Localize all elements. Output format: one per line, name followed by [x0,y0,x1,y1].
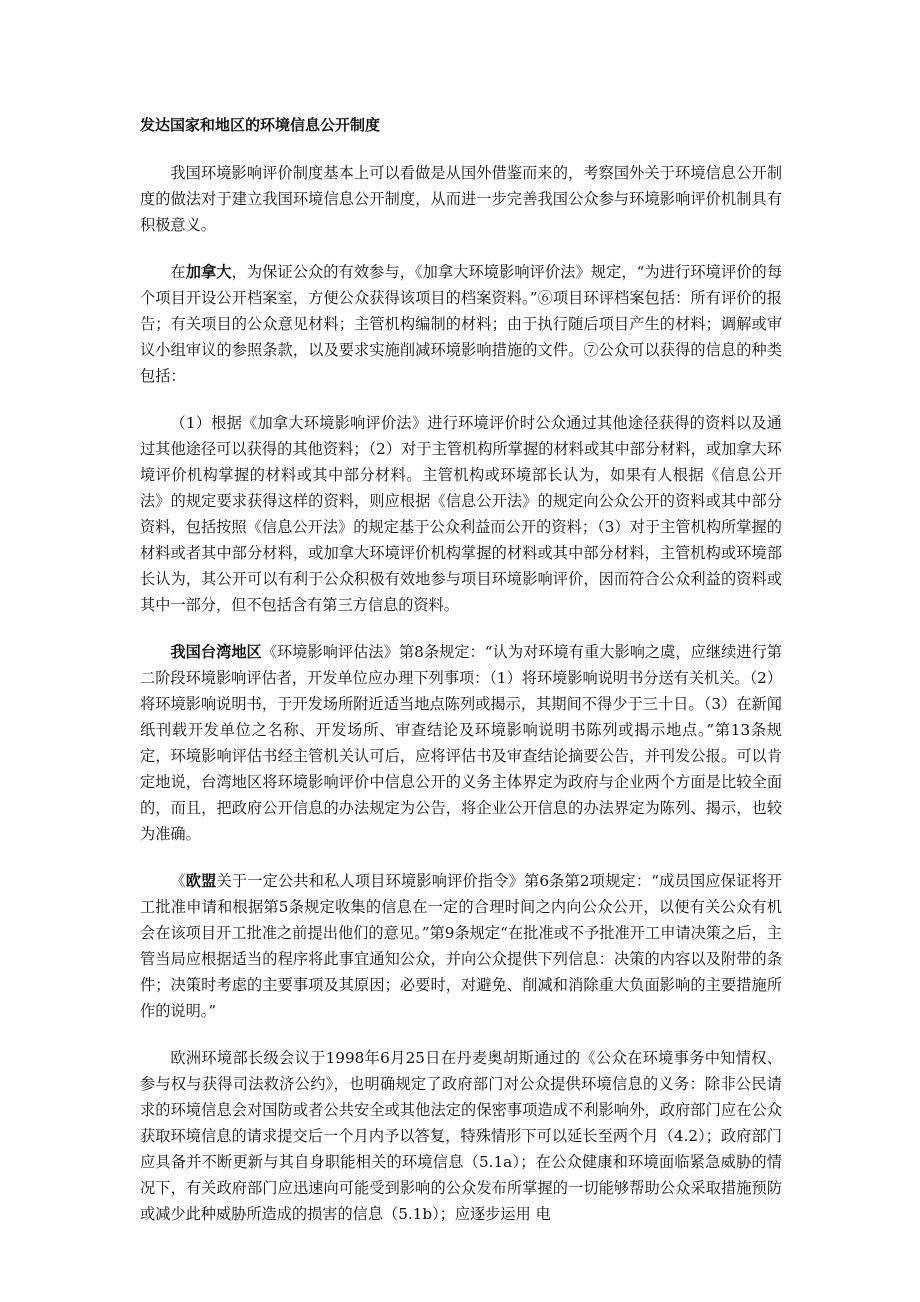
paragraph-text: 《环境影响评估法》第8条规定：“认为对环境有重大影响之虞，应继续进行第二阶段环境影响评估者，开发单位应办理下列事项：（1）将环境影响说明书分送有关机关。（2）将环境影响说明书，于开发场所附近适当地点陈列或揭示，其期间不得少于三十日。（3）在新闻纸刊载开发单位之名称、开发场所、审查结论及环境影响说明书陈列或揭示地点。”第13条规定，环境影响评估书经主管机关认可后，应将评估书及审查结论摘要公告，并刊发公报。可以肯定地说，台湾地区将环境影响评价中信息公开的义务主体界定为政府与企业两个方面是比较全面的，而且，把政府公开信息的办法规定为公告，将企业公开信息的办法界定为陈列、揭示，也较为准确。 [140,643,783,843]
document-page [140,112,782,1248]
paragraph-aarhus [140,1045,782,1227]
paragraph-eu [140,868,782,1024]
paragraph-canada [140,259,782,389]
paragraph-lead-bold: 我国台湾地区 [170,643,262,661]
paragraph-canada-list [140,410,782,618]
paragraph-text: 我国环境影响评价制度基本上可以看做是从国外借鉴而来的，考察国外关于环境信息公开制度的做法对于建立我国环境信息公开制度，从而进一步完善我国公众参与环境影响评价机制具有积极意义。 [140,164,782,234]
paragraph-intro [140,160,782,238]
paragraph-lead-bold: 加拿大 [185,263,232,281]
paragraph-text: 欧洲环境部长级会议于1998年6月25日在丹麦奥胡斯通过的《公众在环境事务中知情权、参与权与获得司法救济公约》，也明确规定了政府部门对公众提供环境信息的义务：除非公民请求的环境信息会对国防或者公共安全或其他法定的保密事项造成不利影响外，政府部门应在公众获取环境信息的请求提交后一个月内予以答复，特殊情形下可以延长至两个月（4.2）；政府部门应具备并不断更新与其自身职能相关的环境信息（5.1a）；在公众健康和环境面临紧急威胁的情况下，有关政府部门应迅速向可能受到影响的公众发布所掌握的一切能够帮助公众采取措施预防或减少此种威胁所造成的损害的信息（5.1b）；应逐步运用 电 [140,1049,782,1223]
document-title: 发达国家和地区的环境信息公开制度 [140,116,381,134]
paragraph-taiwan [140,639,782,847]
paragraph-text: ，为保证公众的有效参与，《加拿大环境影响评价法》规定，“为进行环境评价的每个项目开设公开档案室，方便公众获得该项目的档案资料。”⑥项目环评档案包括：所有评价的报告；有关项目的公众意见材料；主管机构编制的材料；由于执行随后项目产生的材料；调解或审议小组审议的参照条款，以及要求实施削减环境影响措施的文件。⑦公众可以获得的信息的种类包括： [140,263,783,385]
paragraph-prefix: 在 [170,263,186,281]
paragraph-prefix: 《 [170,872,186,890]
paragraph-text: （1）根据《加拿大环境影响评价法》进行环境评价时公众通过其他途径获得的资料以及通过其他途径可以获得的其他资料；（2）对于主管机构所掌握的材料或其中部分材料，或加拿大环境评价机构掌握的材料或其中部分材料。主管机构或环境部长认为，如果有人根据《信息公开法》的规定要求获得这样的资料，则应根据《信息公开法》的规定向公众公开的资料或其中部分资料，包括按照《信息公开法》的规定基于公众利益而公开的资料；（3）对于主管机构所掌握的材料或者其中部分材料，或加拿大环境评价机构掌握的材料或其中部分材料，主管机构或环境部长认为，其公开可以有利于公众积极有效地参与项目环境影响评价，因而符合公众利益的资料或其中一部分，但不包括含有第三方信息的资料。 [140,414,782,614]
paragraph-text: 关于一定公共和私人项目环境影响评价指令》第6条第2项规定：“成员国应保证将开工批准申请和根据第5条规定收集的信息在一定的合理时间之内向公众公开，以便有关公众有机会在该项目开工批准之前提出他们的意见。”第9条规定“在批准或不予批准开工申请决策之后，主管当局应根据适当的程序将此事宜通知公众，并向公众提供下列信息：决策的内容以及附带的条件；决策时考虑的主要事项及其原因；必要时，对避免、削减和消除重大负面影响的主要措施所作的说明。” [140,872,783,1020]
paragraph-lead-bold: 欧盟 [185,872,217,890]
